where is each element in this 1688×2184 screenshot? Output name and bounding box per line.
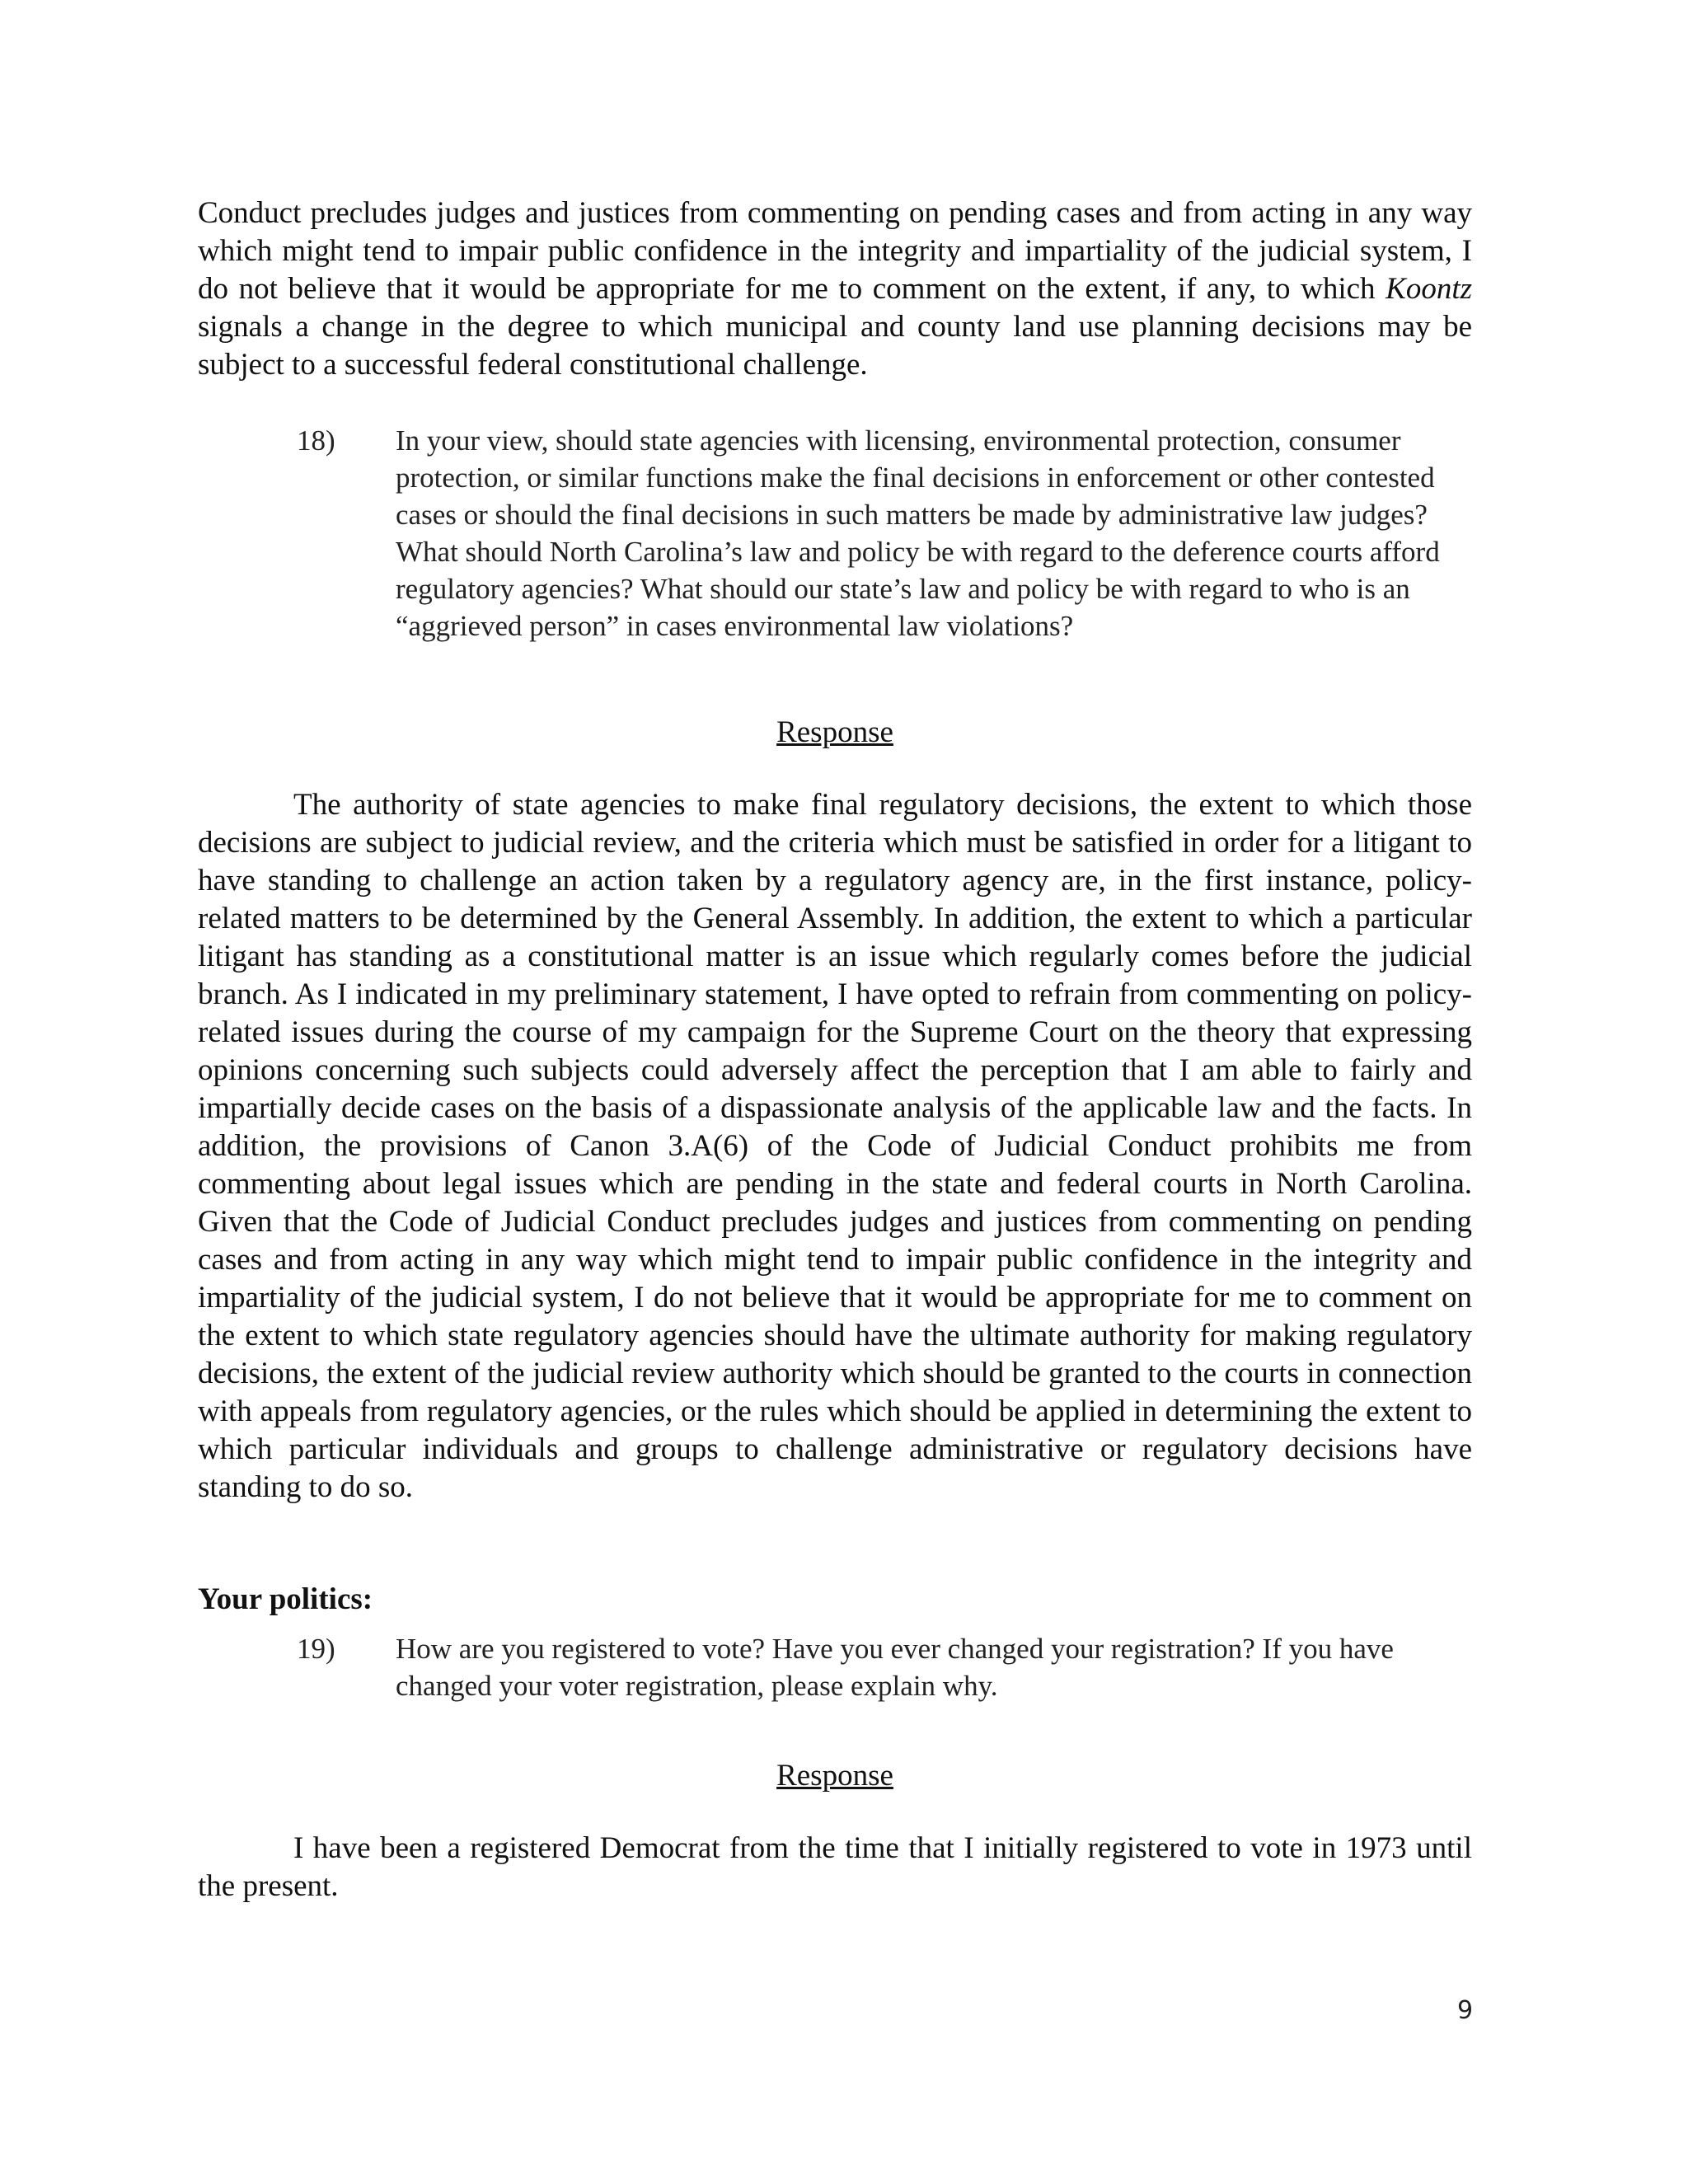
continuation-text-end: signals a change in the degree to which municipal and county land use planning decisions may be subject to a successful federal constitutional challenge. [198,310,1472,382]
response-19-text: I have been a registered Democrat from the time that I initially registered to vote in 1973 until the present. [198,1831,1472,1903]
section-heading-politics: Your politics: [198,1582,373,1616]
page-number: 9 [1457,1996,1474,2025]
continuation-text-start: Conduct precludes judges and justices from commenting on pending cases and from acting in any way which might tend to impair public confidence in the integrity and impartiality of the judicial system, I do not believe that it would be appropriate for me to comment on the extent, if any, to which [198,196,1472,306]
response-18-heading: Response [776,715,893,749]
question-19 [297,1630,1484,1704]
continuation-paragraph [198,194,1472,384]
question-19-number: 19) [297,1633,335,1665]
response-19-heading: Response [776,1759,893,1793]
question-19-text: How are you registered to vote? Have you ever changed your registration? If you have changed your voter registration, please explain why. [396,1633,1394,1702]
case-name-koontz: Koontz [1386,272,1472,306]
question-18-text: In your view, should state agencies with licensing, environmental protection, consumer protection, or similar functions make the final decisions in enforcement or other contested cases or should the final decisions in such matters be made by administrative law judges? What should North Carolina’s law and policy be with regard to the deference courts afford regulatory agencies? What should our state’s law and policy be with regard to who is an “aggrieved person” in cases environmental law violations? [396,424,1440,642]
question-18-number: 18) [297,424,335,457]
response-18-text: The authority of state agencies to make final regulatory decisions, the extent to which those decisions are subject to judicial review, and the criteria which must be satisfied in order for a litigant to have standing to challenge an action taken by a regulatory agency are, in the first instance, policy-related matters to be determined by the General Assembly. In addition, the extent to which a particular litigant has standing as a constitutional matter is an issue which regularly comes before the judicial branch. As I indicated in my preliminary statement, I have opted to refrain from commenting on policy-related issues during the course of my campaign for the Supreme Court on the theory that expressing opinions concerning such subjects could adversely affect the perception that I am able to fairly and impartially decide cases on the basis of a dispassionate analysis of the applicable law and the facts. In addition, the provisions of Canon 3.A(6) of the Code of Judicial Conduct prohibits me from commenting about legal issues which are pending in the state and federal courts in North Carolina. Given that the Code of Judicial Conduct precludes judges and justices from commenting on pending cases and from acting in any way which might tend to impair public confidence in the integrity and impartiality of the judicial system, I do not believe that it would be appropriate for me to comment on the extent to which state regulatory agencies should have the ultimate authority for making regulatory decisions, the extent of the judicial review authority which should be granted to the courts in connection with appeals from regulatory agencies, or the rules which should be applied in determining the extent to which particular individuals and groups to challenge administrative or regulatory decisions have standing to do so. [198,788,1472,1504]
question-18 [297,422,1484,644]
